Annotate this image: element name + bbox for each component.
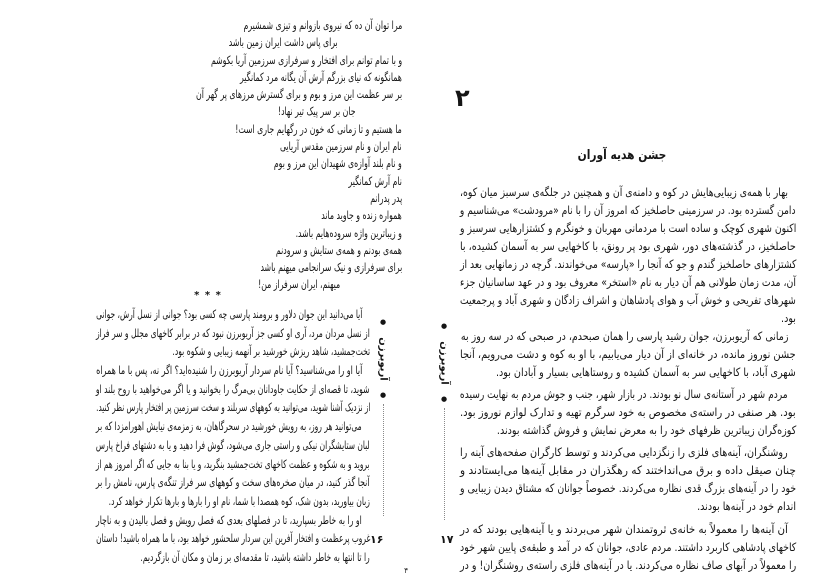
paragraph-line: [96, 528, 370, 547]
paragraph-line: [460, 442, 796, 460]
poem-line-text: برای پاس داشت ایران زمین باشد: [229, 35, 338, 50]
page-number-right: ۱۷: [440, 533, 454, 546]
footer-mark: ۴: [404, 566, 409, 575]
paragraph-line-text: دامن گسترده بود. در سرزمینی حاصلخیز که امروز آن را با نام «مرودشت» می‌شناسیم و: [460, 203, 796, 217]
paragraph-line: [460, 218, 796, 236]
poem-line-text: نام آرش کمانگیر: [348, 173, 402, 188]
paragraph-line-text: جشن نوروز مانده، در خانه‌ای از آن دیار می‌یابیم، با او به کوه و دشت می‌رویم، آنجا: [460, 347, 796, 361]
paragraph-line: [96, 341, 370, 360]
paragraph-line-text: او را به خاطر بسپارید، تا در فصلهای بعدی که فصل رویش و فصل بالیدن و به ناچار: [96, 512, 362, 527]
paragraph-line: [96, 416, 370, 435]
poem-line: [196, 84, 402, 101]
poem-line-text: و نام بلند آوازه‌ی شهیدان این مرز و بوم: [274, 156, 402, 171]
paragraph-line-text: خود را در آینه‌های بزرگ قدی نظاره می‌کردند. خصوصاً جوانان که مشتاق دیدن زیبایی و: [459, 481, 796, 495]
poem-line: [196, 223, 402, 240]
paragraph-line: [96, 360, 370, 379]
poem-line: [196, 205, 402, 222]
poem-line: [196, 171, 402, 188]
paragraph: [460, 326, 796, 380]
dotted-rule: [383, 404, 384, 516]
paragraph-line-text: غروب پرعظمت و افتخار آفرین این سردار سلحشور خواهد بود، با ما همراه باشید! داستان: [95, 531, 370, 546]
paragraph-line-text: بهار با همه‌ی زیبایی‌هایش در کوه و دامنه‌ی آن و همچنین در جلگه‌ی سرسبز میان کوه،: [460, 185, 788, 199]
paragraph-line-text: آیا او را می‌شناسید؟ آیا نام سردار آریوبرزن را شنیده‌اید؟ اگر نه، پس با ما همراه: [95, 363, 362, 378]
paragraph-line: [460, 460, 796, 478]
bullet-icon: ●: [379, 391, 387, 399]
paragraph-line: [460, 402, 796, 420]
paragraph-line-text: آنجا گذر کنید، در میان صخره‌های سخت و کوههای سر فراز تنگه‌ی پارس، نامش را بر: [96, 475, 370, 490]
paragraph-line-text: لبان ستایشگران نیکی و راستی جاری می‌شود، گوش فرا دهید و یا به دشتهای فراخ پارس: [96, 437, 370, 452]
poem-line-text: بر سر عظمت این مرز و بوم و برای گسترش مرزهای پر گهر آن: [195, 87, 402, 102]
paragraph-line-text: روشنگران، آینه‌های فلزی را زنگزدایی می‌کردند و توسط کارگران صفحه‌های آینه را: [460, 445, 788, 459]
poem-line-text: جان بر سر پیک تیر نهاد!: [278, 104, 356, 119]
right-running-header: [437, 322, 451, 520]
paragraph-line-text: کشتزارهای حاصلخیز گندم و جو که آنجا را «پارسه» می‌خواندند. گرچه در زمانهایی بعد از: [459, 257, 796, 271]
paragraph-line-text: آیا می‌دانید این جوان دلاور و برومند پارسی چه کسی بود؟ جوانی از نسل آرش، جوانی: [95, 307, 362, 321]
poem-line-text: و با تمام توانم برای افتخار و سرفرازی سرزمین آریا بکوشم: [210, 52, 402, 67]
poem-line: [196, 32, 402, 49]
paragraph-line-text: را تا انتها به خاطر داشته باشید، تا مقدمه‌ای بر زمان و مکان آن بازگردیم.: [140, 549, 370, 564]
paragraph-line-text: از نزدیک آشنا شوید، می‌توانید به کوههای سربلند و سخت سرزمین پر افتخار پارس نظر کنید.: [95, 400, 370, 415]
running-header-box: [437, 331, 451, 395]
paragraph-line-text: بود. هر صنفی در راسته‌ی مخصوص به خود سرگرم تهیه و تدارک لوازم نوروز بود.: [460, 405, 796, 419]
poem-line: [196, 188, 402, 205]
paragraph-line: [460, 236, 796, 254]
poem-line: [196, 67, 402, 84]
poem-line: [196, 153, 402, 170]
paragraph-line-text: چنان صیقل داده و برق می‌انداختند که رهگذران در مقابل آینه‌ها می‌ایستادند و: [460, 463, 796, 477]
paragraph-line: [96, 323, 370, 342]
paragraph-line-text: آن آینه‌ها را معمولاً به خانه‌ی ثروتمندان شهر می‌بردند و یا آینه‌هایی بودند که در: [460, 522, 788, 536]
paragraph-line-text: مردم شهر در آستانه‌ی سال نو بودند. در بازار شهر، جنب و جوش مردم به نهایت رسیده: [460, 387, 788, 401]
paragraph-line: [460, 537, 796, 555]
paragraph-line: [96, 304, 370, 323]
paragraph-line: [460, 555, 796, 573]
paragraph-line: [96, 435, 370, 454]
paragraph-line: [460, 519, 796, 537]
paragraph-line-text: بروید و به شکوه و عظمت کاخهای تخت‌جمشید بنگرید، و یا بنا به جایی که اگر امروز هم از: [96, 456, 370, 471]
paragraph-line-text: کوزه‌گران زیباترین ظرفهای خود را به معرض نمایش و فروش گذاشته بودند.: [496, 423, 796, 437]
paragraph-line: [96, 491, 370, 510]
bullet-icon: ●: [440, 395, 448, 403]
poem-line-text: ما هستیم و تا زمانی که خون در رگهایم جاری است!: [235, 121, 402, 136]
paragraph-line-text: اندام خود در آینه‌ها بودند.: [697, 499, 796, 513]
poem-line-text: همانگونه که نیای بزرگم آرش آن یگانه مرد کمانگیر: [240, 69, 402, 84]
chapter-number: ۲: [455, 84, 470, 112]
paragraph: [96, 360, 370, 416]
paragraph-line-text: شهری آباد، با کاخهایی سر به آسمان کشیده و روستاهایی بسیار و آبادان بود.: [496, 365, 796, 379]
section-separator: * * *: [194, 290, 222, 301]
paragraph-line: [460, 200, 796, 218]
paragraph-line: [460, 308, 796, 326]
poem-line: [196, 257, 402, 274]
poem-line-text: و زیباترین واژه سروده‌هایم باشد.: [295, 225, 402, 240]
paragraph: [460, 519, 796, 573]
paragraph-line: [96, 397, 370, 416]
paragraph: [96, 304, 370, 360]
paragraph-line-text: از نسل مردان مرد، آری او کسی جز آریوبرزن نبود که در برابر کاخهای مجلل و سر فراز: [96, 325, 370, 340]
paragraph-line-text: کاخهای پادشاهی کاربرد داشتند. مردم عادی، جوانان که در آمد و طبقه‌ی پایین شهر خود: [459, 540, 796, 554]
paragraph-line-text: شوید، تا قصه‌ای از حکایت جاودانان بی‌مرگ را بخوانید و یا اگر می‌خواهید با روح بلند او: [96, 381, 370, 396]
paragraph-line: [96, 547, 370, 566]
dotted-rule: [444, 408, 445, 520]
paragraph: [96, 416, 370, 509]
paragraph-line: [460, 478, 796, 496]
running-header-text: آریوبرزن: [438, 341, 450, 385]
paragraph-line: [96, 379, 370, 398]
paragraph: [460, 182, 796, 326]
paragraph-line: [96, 510, 370, 529]
paragraph: [460, 442, 796, 514]
paragraph-line: [460, 496, 796, 514]
poem-line-text: همه‌ی بودنم و همه‌ی ستایش و سرودنم: [276, 242, 402, 257]
paragraph-line: [460, 384, 796, 402]
paragraph-line-text: زمانی که آریوبرزن، جوان رشید پارسی را همان صبحدم، در صبحی که در سه روز به: [460, 329, 788, 343]
poem-line: [196, 136, 402, 153]
poem-line: [196, 101, 402, 118]
left-page-body: [96, 304, 370, 566]
poem-block: [196, 15, 402, 292]
paragraph-line-text: زبان بیاورید، بدون شک، کوه همصدا با شما، نام او را بارها و بارها تکرار خواهد کرد.: [108, 493, 370, 508]
paragraph-line-text: حاصلخیز، در گذشته‌های دور، شهری بود پر رونق، با کاخهایی سر به آسمان کشیده، با: [460, 239, 796, 253]
paragraph: [460, 384, 796, 438]
poem-line: [196, 119, 402, 136]
running-header-box: [376, 327, 390, 391]
paragraph-line: [460, 182, 796, 200]
paragraph-line: [460, 344, 796, 362]
paragraph: [96, 510, 370, 566]
paragraph-line-text: شهرهای تفریحی و خوش آب و هوای پادشاهان و اشراف زادگان و شهری آباد و پرجمعیت: [460, 293, 796, 307]
paragraph-line-text: اکنون شهری کوچک و ساده است با مردمانی مهربان و خونگرم و کشتزارهایی سرسبز و: [459, 221, 796, 235]
paragraph-line: [460, 420, 796, 438]
poem-line-text: نام ایران و نام سرزمین مقدس آریایی: [280, 139, 402, 154]
paragraph-line-text: می‌توانید هر روز، به رویش خورشید در سحرگاهان، به زمزمه‌ی نیایش اهورامزدا که بر: [96, 419, 362, 434]
poem-line-text: برای سرفرازی و نیک سرانجامی میهنم باشد: [260, 260, 402, 275]
poem-line: [196, 50, 402, 67]
paragraph-line: [96, 454, 370, 473]
paragraph-line: [460, 254, 796, 272]
running-header-text: آریوبرزن: [377, 337, 389, 381]
poem-line-text: مرا توان آن ده که نیروی بازوانم و تیزی شمشیرم: [243, 18, 402, 32]
paragraph-line-text: بود.: [781, 311, 796, 325]
poem-line-text: همواره زنده و جاوید ماند: [321, 208, 402, 223]
paragraph-line: [460, 290, 796, 308]
paragraph-line: [460, 326, 796, 344]
paragraph-line-text: آن، مدت زمان طولانی هم آن دیار به نام «استخر» معروف بود و در عهد ساسانیان جزء: [459, 275, 796, 289]
paragraph-line-text: تخت‌جمشید، شاهد ریزش خورشید بر آنهمه زیبایی و شکوه بود.: [172, 344, 370, 359]
poem-line: [196, 240, 402, 257]
bullet-icon: ●: [440, 322, 448, 330]
poem-line-text: میهنم، ایران سرفراز من!: [257, 277, 340, 292]
bullet-icon: ●: [379, 318, 387, 326]
poem-line: [196, 15, 402, 32]
paragraph-line: [460, 272, 796, 290]
poem-line-text: پدر پدرانم: [369, 190, 402, 205]
chapter-title: جشن هدیه آوران: [577, 148, 667, 163]
paragraph-line: [96, 472, 370, 491]
paragraph-line-text: را معمولاً در آبهای صاف نظاره می‌کردند. یا در آینه‌های فلزی راسته‌ی روشنگران! و در: [459, 558, 796, 572]
page-number-left: ۱۶: [370, 533, 384, 546]
right-page-body: [460, 182, 796, 573]
paragraph-line: [460, 362, 796, 380]
